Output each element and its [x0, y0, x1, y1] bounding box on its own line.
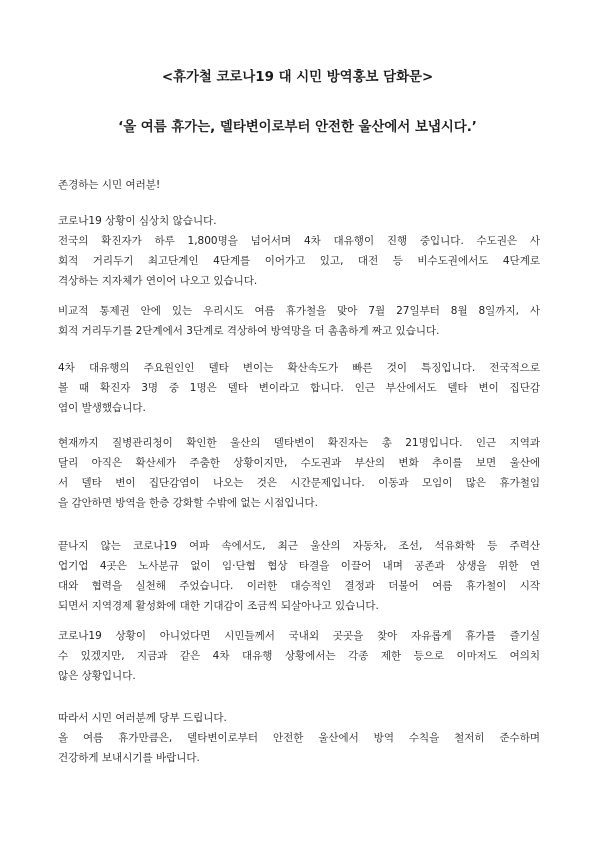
document-title: <휴가철 코로나19 대 시민 방역홍보 담화문>: [161, 70, 434, 85]
paragraph-line: 올 여름 휴가만큼은, 델타변이로부터 안전한 울산에서 방역 수칙을 철저히 준수하며: [58, 732, 540, 744]
paragraph: [58, 175, 540, 195]
paragraph-line: 회적 거리두기를 2단계에서 3단계로 격상하여 방역망을 더 촘촘하게 짜고 있습니다.: [58, 325, 440, 337]
paragraph-line: 비교적 통제권 안에 있는 우리시도 여름 휴가철을 맞아 7월 27일부터 8월 8일까지, 사: [58, 305, 540, 317]
paragraph-line: 존경하는 시민 여러분!: [58, 179, 161, 191]
paragraph-line: 서 델타 변이 집단감염이 나오는 것은 시간문제입니다. 이동과 모임이 많은 휴가철임: [58, 477, 540, 489]
document-subtitle: ‘올 여름 휴가는, 델타변이로부터 안전한 울산에서 보냅시다.’: [118, 120, 477, 135]
paragraph-line: 따라서 시민 여러분께 당부 드립니다.: [58, 712, 227, 724]
paragraph-line: 수 있겠지만, 지금과 같은 4차 대유행 상황에서는 각종 제한 등으로 이마저도 여의치: [58, 650, 540, 662]
paragraph-line: 되면서 지역경제 활성화에 대한 기대감이 조금씩 되살아나고 있습니다.: [58, 600, 379, 612]
paragraph-line: 회적 거리두기 최고단계인 4단계를 이어가고 있고, 대전 등 비수도권에서도 4단계로: [58, 255, 540, 267]
paragraph-line: 않은 상황입니다.: [58, 670, 136, 682]
paragraph-line: 코로나19 상황이 심상치 않습니다.: [58, 215, 217, 227]
paragraph-line: 달리 아직은 확산세가 주춤한 상황이지만, 수도권과 부산의 변화 추이를 보면 울산에: [58, 457, 540, 469]
paragraph-line: 업기업 4곳은 노사분규 없이 임·단협 협상 타결을 이끌어 내며 공존과 상생을 위한 연: [58, 560, 540, 572]
paragraph: [58, 708, 540, 768]
paragraph-line: 현재까지 질병관리청이 확인한 울산의 델타변이 확진자는 총 21명입니다. 인근 지역과: [58, 437, 540, 449]
paragraph: [58, 433, 540, 513]
paragraph-line: 전국의 확진자가 하루 1,800명을 넘어서며 4차 대유행이 진행 중입니다. 수도권은 사: [58, 235, 540, 247]
paragraph-line: 볼 때 확진자 3명 중 1명은 델타 변이라고 합니다. 인근 부산에서도 델타 변이 집단감: [58, 382, 540, 394]
paragraph-line: 4차 대유행의 주요원인인 델타 변이는 확산속도가 빠른 것이 특징입니다. 전국적으로: [58, 362, 540, 374]
paragraph-line: 을 감안하면 방역을 한층 강화할 수밖에 없는 시점입니다.: [58, 497, 318, 509]
paragraph: [58, 301, 540, 341]
paragraph: [58, 358, 540, 418]
paragraph-line: 대와 협력을 실천해 주었습니다. 이러한 대승적인 결정과 더불어 여름 휴가철이 시작: [58, 580, 540, 592]
paragraph: [58, 536, 540, 616]
paragraph-line: 코로나19 상황이 아니었다면 시민들께서 국내외 곳곳을 찾아 자유롭게 휴가를 즐기실: [58, 630, 540, 642]
paragraph-line: 끝나지 않는 코로나19 여파 속에서도, 최근 울산의 자동차, 조선, 석유화학 등 주력산: [58, 540, 540, 552]
paragraph: [58, 626, 540, 686]
paragraph: [58, 211, 540, 291]
paragraph-line: 염이 발생했습니다.: [58, 402, 146, 414]
paragraph-line: 격상하는 지자체가 연이어 나오고 있습니다.: [58, 275, 258, 287]
paragraph-line: 건강하게 보내시기를 바랍니다.: [58, 752, 200, 764]
